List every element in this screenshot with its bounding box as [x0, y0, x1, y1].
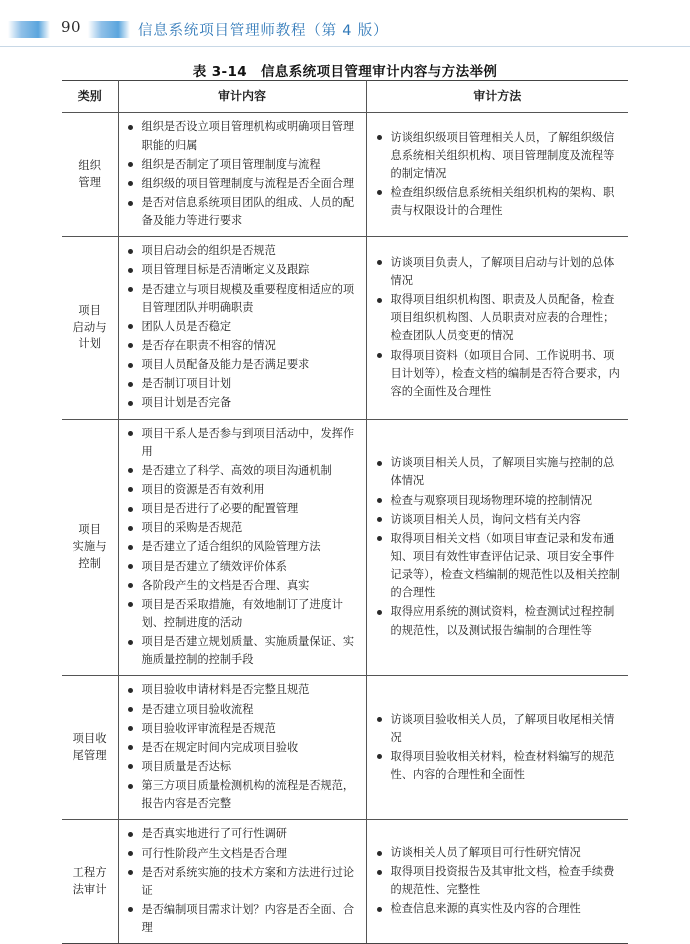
bullet-item: 访谈项目验收相关人员，了解项目收尾相关情况 [376, 711, 625, 747]
cell-audit-content-list [127, 825, 363, 937]
bullet-item: 是否建立了适合组织的风险管理方法 [127, 538, 363, 556]
bullet-item: 是否真实地进行了可行性调研 [127, 825, 363, 843]
cell-audit-content [118, 676, 366, 820]
column-header-audit-method: 审计方法 [366, 81, 628, 113]
bullet-item: 组织级的项目管理制度与流程是否全面合理 [127, 175, 363, 193]
header-divider [0, 46, 690, 47]
bullet-item: 项目干系人是否参与到项目活动中，发挥作用 [127, 425, 363, 461]
bullet-item: 是否编制项目需求计划？内容是否全面、合理 [127, 901, 363, 937]
bullet-item: 项目质量是否达标 [127, 758, 363, 776]
bullet-item: 访谈项目相关人员，了解项目实施与控制的总体情况 [376, 454, 625, 490]
category-label-line: 启动与 [72, 320, 107, 334]
bullet-item: 组织是否设立项目管理机构或明确项目管理职能的归属 [127, 118, 363, 154]
cell-audit-content-list [127, 242, 363, 412]
bullet-item: 项目计划是否完备 [127, 394, 363, 412]
cell-audit-method [366, 237, 628, 419]
page-number: 90 [60, 18, 82, 36]
cell-audit-method [366, 419, 628, 676]
category-label-line: 计划 [78, 337, 102, 351]
cell-audit-method-list [376, 254, 625, 401]
cell-audit-content-list [127, 425, 363, 670]
header-accent-bar-left [8, 21, 50, 38]
column-header-audit-content: 审计内容 [118, 81, 366, 113]
category-label-line: 项目收 [72, 732, 107, 746]
bullet-item: 项目的采购是否规范 [127, 519, 363, 537]
bullet-item: 项目是否进行了必要的配置管理 [127, 500, 363, 518]
page-running-header [0, 18, 690, 46]
bullet-item: 取得项目投资报告及其审批文档，检查手续费的规范性、完整性 [376, 863, 625, 899]
bullet-item: 项目人员配备及能力是否满足要求 [127, 356, 363, 374]
category-label-line: 尾管理 [72, 748, 107, 762]
cell-audit-content-list [127, 681, 363, 813]
category-label-line: 实施与 [72, 540, 107, 554]
cell-category [62, 113, 118, 237]
cell-category [62, 237, 118, 419]
cell-audit-content-list [127, 118, 363, 230]
bullet-item: 取得项目资料（如项目合同、工作说明书、项目计划等），检查文档的编制是否符合要求，内容的全面性及合理性 [376, 347, 625, 401]
table-header-row [62, 81, 628, 113]
cell-category [62, 419, 118, 676]
bullet-item: 取得应用系统的测试资料，检查测试过程控制的规范性，以及测试报告编制的合理性等 [376, 603, 625, 639]
category-label-line: 组织 [78, 159, 102, 173]
bullet-item: 检查信息来源的真实性及内容的合理性 [376, 900, 625, 918]
bullet-item: 第三方项目质量检测机构的流程是否规范，报告内容是否完整 [127, 777, 363, 813]
bullet-item: 检查组织级信息系统相关组织机构的架构、职责与权限设计的合理性 [376, 184, 625, 220]
bullet-item: 是否对信息系统项目团队的组成、人员的配备及能力等进行要求 [127, 194, 363, 230]
bullet-item: 项目的资源是否有效利用 [127, 481, 363, 499]
bullet-item: 检查与观察项目现场物理环境的控制情况 [376, 492, 625, 510]
bullet-item: 访谈项目负责人，了解项目启动与计划的总体情况 [376, 254, 625, 290]
table-row [62, 676, 628, 820]
bullet-item: 项目是否建立了绩效评价体系 [127, 558, 363, 576]
bullet-item: 各阶段产生的文档是否合理、真实 [127, 577, 363, 595]
category-label-line: 工程方 [72, 865, 107, 879]
bullet-item: 访谈相关人员了解项目可行性研究情况 [376, 844, 625, 862]
book-title: 信息系统项目管理师教程（第 4 版） [138, 23, 389, 39]
cell-audit-content [118, 237, 366, 419]
bullet-item: 访谈组织级项目管理相关人员，了解组织级信息系统相关组织机构、项目管理制度及流程等的制定情况 [376, 129, 625, 183]
bullet-item: 项目启动会的组织是否规范 [127, 242, 363, 260]
bullet-item: 项目验收申请材料是否完整且规范 [127, 681, 363, 699]
category-label-line: 控制 [78, 556, 102, 570]
bullet-item: 是否制订项目计划 [127, 375, 363, 393]
bullet-item: 取得项目组织机构图、职责及人员配备，检查项目组织机构图、人员职责对应表的合理性；检查团队人员变更的情况 [376, 291, 625, 345]
cell-audit-method-list [376, 844, 625, 919]
table-body [62, 113, 628, 944]
category-label-line: 法审计 [72, 882, 107, 896]
table-caption: 表 3-14 信息系统项目管理审计内容与方法举例 [192, 64, 498, 80]
cell-audit-method [366, 676, 628, 820]
bullet-item: 是否存在职责不相容的情况 [127, 337, 363, 355]
cell-audit-method [366, 113, 628, 237]
bullet-item: 是否在规定时间内完成项目验收 [127, 739, 363, 757]
bullet-item: 项目是否建立规划质量、实施质量保证、实施质量控制的控制手段 [127, 633, 363, 669]
table-row [62, 820, 628, 944]
cell-audit-method-list [376, 454, 625, 639]
category-label-line: 项目 [78, 303, 102, 317]
bullet-item: 组织是否制定了项目管理制度与流程 [127, 156, 363, 174]
bullet-item: 取得项目验收相关材料，检查材料编写的规范性、内容的合理性和全面性 [376, 748, 625, 784]
cell-audit-method-list [376, 711, 625, 785]
bullet-item: 是否建立项目验收流程 [127, 701, 363, 719]
audit-table [62, 80, 628, 944]
bullet-item: 项目验收评审流程是否规范 [127, 720, 363, 738]
cell-audit-method-list [376, 129, 625, 221]
bullet-item: 项目管理目标是否清晰定义及跟踪 [127, 261, 363, 279]
category-label-line: 管理 [78, 175, 102, 189]
bullet-item: 取得项目相关文档（如项目审查记录和发布通知、项目有效性审查评估记录、项目安全事件记录等），检查文档编制的规范性以及相关控制的合理性 [376, 530, 625, 603]
bullet-item: 是否对系统实施的技术方案和方法进行过论证 [127, 864, 363, 900]
cell-audit-content [118, 419, 366, 676]
bullet-item: 访谈项目相关人员，询问文档有关内容 [376, 511, 625, 529]
bullet-item: 是否建立与项目规模及重要程度相适应的项目管理团队并明确职责 [127, 281, 363, 317]
table-row [62, 419, 628, 676]
cell-category [62, 676, 118, 820]
cell-audit-method [366, 820, 628, 944]
table-row [62, 113, 628, 237]
cell-audit-content [118, 113, 366, 237]
table-row [62, 237, 628, 419]
cell-category [62, 820, 118, 944]
bullet-item: 团队人员是否稳定 [127, 318, 363, 336]
header-accent-bar-right [88, 21, 130, 38]
column-header-category: 类别 [62, 81, 118, 113]
category-label-line: 项目 [78, 523, 102, 537]
bullet-item: 是否建立了科学、高效的项目沟通机制 [127, 462, 363, 480]
bullet-item: 项目是否采取措施，有效地制订了进度计划、控制进度的活动 [127, 596, 363, 632]
bullet-item: 可行性阶段产生文档是否合理 [127, 845, 363, 863]
cell-audit-content [118, 820, 366, 944]
